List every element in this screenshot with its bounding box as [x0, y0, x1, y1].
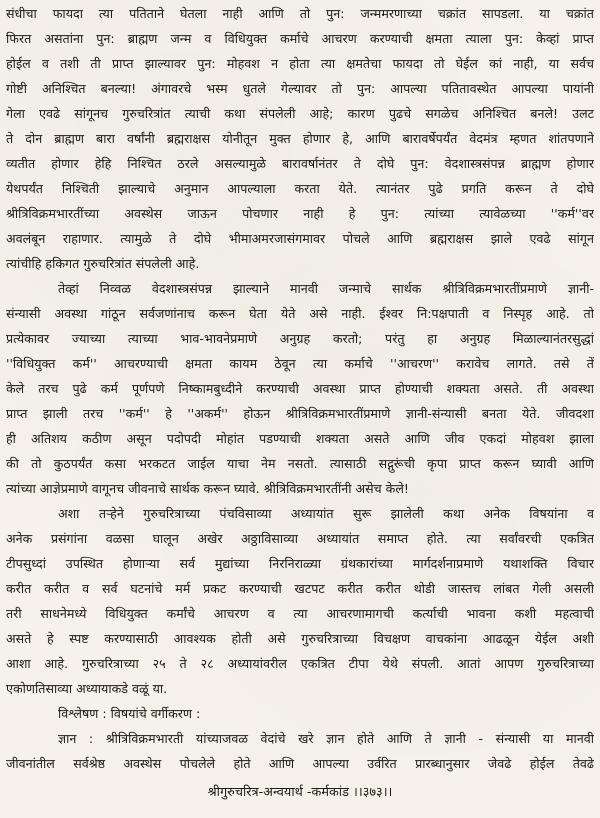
text-line: श्रीत्रिविक्रमभारतींच्या अवस्थेस जाऊन पोचणार नाही हे पुन: त्यांच्या त्यावेळच्या ''कर्म''वर [6, 206, 594, 221]
text-line: अनेक प्रसंगांना वळसा घालून अखेर अठ्ठाविसाव्या अध्यायांत समाप्त होते. त्या सर्वांवरची एकत्रित [6, 531, 594, 546]
text-line: तेव्हां निव्वळ वेदशास्त्रसंपन्न झाल्याने मानवी जन्माचे सार्थक श्रीत्रिविक्रमभारतींप्रमाणे ज्ञानी- [58, 281, 594, 296]
text-line: गोष्टी अनिश्चित बनल्या! अंगावरचे भस्म धुतले गेल्यावर तो पुन: आपल्या पतितावस्थेत आपल्या पायांनी [6, 81, 594, 96]
text-line: करीत करीत व सर्व घटनांचे मर्म प्रकट करण्याची खटपट करीत करीत थोडी जास्तच लांबत गेली असली [6, 581, 594, 596]
text-line: जीवनांतील सर्वश्रेष्ठ अवस्थेस पोचलेले होते आणि आपल्या उर्वरित प्रारब्धानुसार जेवढे होईल तेवढे [6, 756, 594, 771]
text-line: संधीचा फायदा त्या पतिताने घेतला नाही आणि तो पुन: जन्ममरणाच्या चक्रांत सापडला. या चक्रांत [6, 6, 594, 21]
text-line: प्राप्त झाली तरच ''कर्म'' हे ''अकर्म'' होऊन श्रीत्रिविक्रमभारतींप्रमाणे ज्ञानी-संन्यासी बनता येते. जीवदशा [6, 406, 594, 421]
text-line: टीपसुध्दां उपस्थित होणाऱ्या सर्व मुद्यांच्या निरनिराळ्या ग्रंथकारांच्या मार्गदर्शनाप्रमाणे यथाशक्ति विचार [6, 556, 594, 571]
text-line: की तो कुठपर्यंत कसा भरकटत जाईल याचा नेम नसतो. त्यासाठी सद्गुरूंची कृपा प्राप्त करून घ्यावी आणि [6, 456, 594, 471]
text-line: होईल व तशी ती प्राप्त झाल्यावर पुन: मोहवश न होता त्या क्षमतेचा फायदा तो घेईल कां नाही, या सर्वच [6, 56, 594, 71]
text-line: ही अतिशय कठीण असून पदोपदी मोहांत पडण्याची शक्यता असते आणि जीव एकदां मोहवश झाला [6, 431, 594, 446]
text-line: संन्यासी अवस्था गांठून सर्वजणांनाच करून घेता येते असे नाही. ईश्वर नि:पक्षपाती व निस्पृह आहे. तो [6, 306, 594, 321]
text-line: अशा तऱ्हेने गुरुचरित्राच्या पंचविसाव्या अध्यायांत सुरू झालेली कथा अनेक विषयांना व [58, 506, 594, 521]
text-line: व्यतीत होणार हेहि निश्चित ठरले असल्यामुळे बारावर्षानंतर ते दोघे पुन: वेदशास्त्रसंपन्न ब्राह्मण होणार [6, 156, 594, 171]
text-line: त्यांच्या आज्ञेप्रमाणे वागूनच जीवनाचे सार्थक करून घ्यावे. श्रीत्रिविक्रमभारतींनी असेच केले! [6, 481, 409, 496]
text-line: त्यांचीहि हकिगत गुरुचरित्रांत संपलेली आहे. [6, 256, 200, 271]
text-line: आशा आहे. गुरुचरित्राच्या २५ ते २८ अध्यायांवरील एकत्रित टीपा येथे संपली. आतां आपण गुरुचरित्राच्या [6, 656, 594, 671]
text-line: ''विधियुक्त कर्म'' आचरण्याची क्षमता कायम ठेवून त्या कर्माचे ''आचरण'' करावेच लागते. तसे तें [6, 356, 594, 371]
text-line: प्रत्येकावर ज्याच्या त्याच्या भाव-भावनेप्रमाणे अनुग्रह करतो; परंतु हा अनुग्रह मिळाल्यानंतरसुद्धां [6, 331, 594, 346]
page-footer: श्रीगुरुचरित्र-अन्वयार्थ -कर्मकांड ।।३७३।। [207, 785, 393, 800]
text-line: तरी साधनेमध्ये विधियुक्त कर्मांचे आचरण व त्या आचरणामागची कर्त्याची भावना कशी महत्वाची [6, 606, 594, 621]
text-line: असते हे स्पष्ट करण्यासाठी आवश्यक होती असे गुरुचरित्राच्या विचक्षण वाचकांना आढळून येईल अशी [6, 631, 594, 646]
text-line: ते दोन ब्राह्मण बारा वर्षांनी ब्रह्मराक्षस योनीतून मुक्त होणार हे, आणि बारावर्षेपर्यंत वेदमंत्र म्हणत शांतपणाने [6, 131, 594, 146]
section-heading: विश्लेषण : विषयांचे वर्गीकरण : [58, 706, 201, 721]
text-line: ज्ञान : श्रीत्रिविक्रमभारती यांच्याजवळ वेदांचे खरे ज्ञान होते आणि ते ज्ञानी - संन्यासी या मानवी [58, 731, 594, 746]
text-line: केले तरच पुढे कर्म पूर्णपणे निष्कामबुध्दीने करण्याची अवस्था प्राप्त होण्याची शक्यता असते. ती अवस्था [6, 381, 594, 396]
text-line: एकोणतिसाव्या अध्यायाकडे वळूं या. [6, 681, 168, 696]
text-line: फिरत असतांना पुन: ब्राह्मण जन्म व विधियुक्त कर्माचे आचरण करण्याची क्षमता त्याला पुन: केव्हां प्राप्त [6, 31, 594, 46]
text-line: येथपर्यंत निश्चिती झाल्याचे अनुमान आपल्याला करता येते. त्यानंतर पुढे प्रगति करून ते दोघे [6, 181, 594, 196]
text-line: अवलंबून राहाणार. त्यामुळे ते दोघे भीमाअमरजासंगमावर पोचले आणि ब्रह्मराक्षस झाले एवढे सांगून [6, 231, 594, 246]
text-line: गेला एवढे सांगूनच गुरुचरित्रांत त्याची कथा संपलेली आहे; कारण पुढचे सगळेच अनिश्चित बनले! उलट [6, 106, 594, 121]
